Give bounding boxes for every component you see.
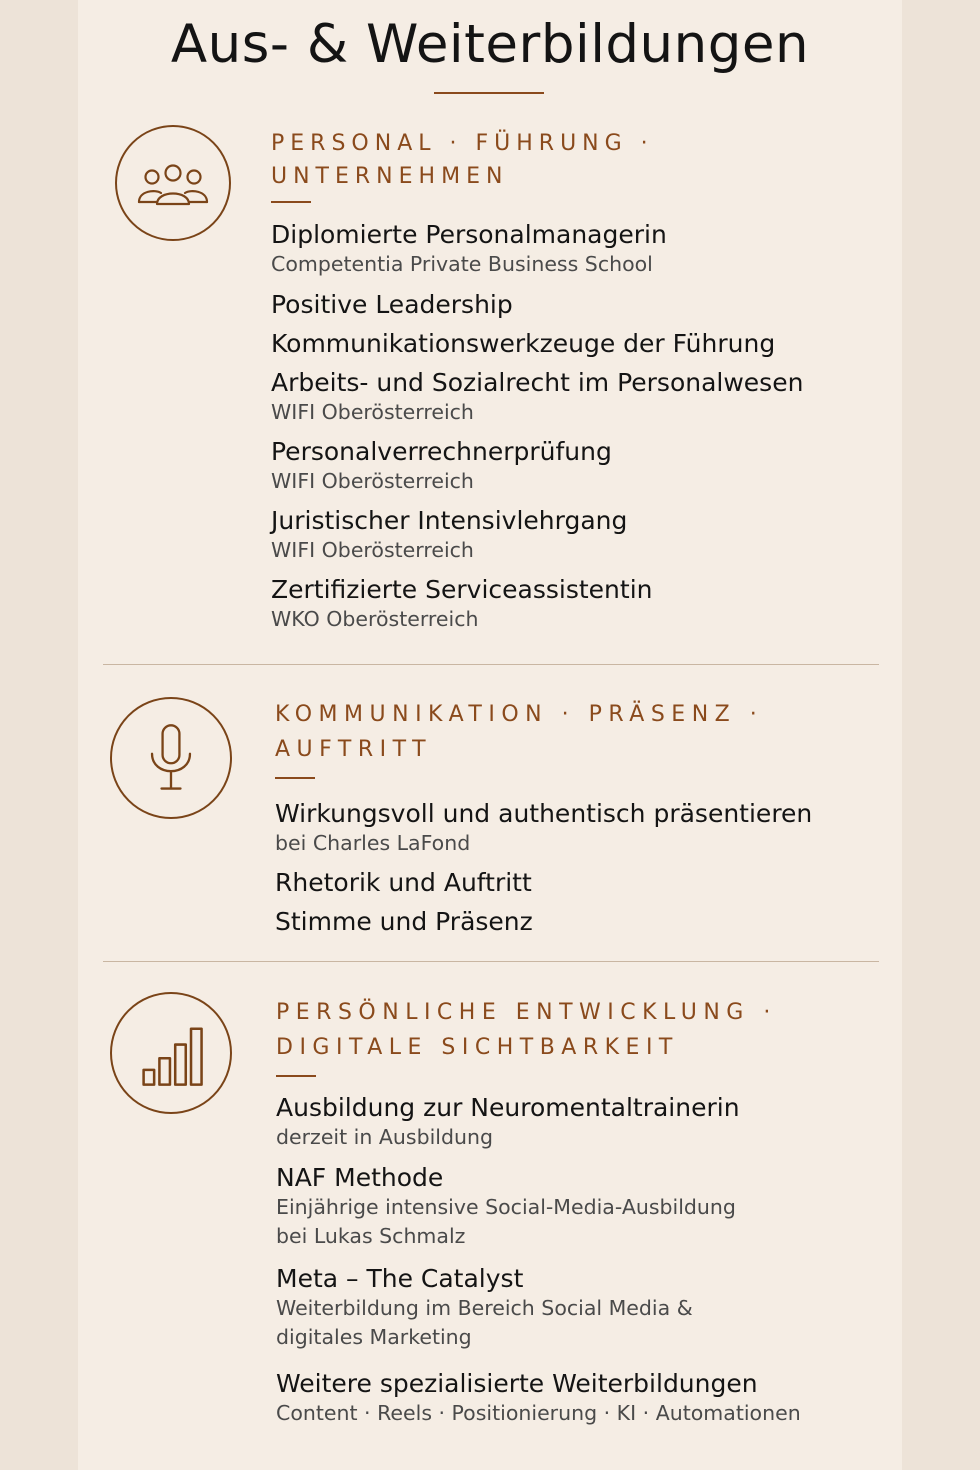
entry-title: Juristischer Intensivlehrgang <box>271 506 628 535</box>
entry-title: Meta – The Catalyst <box>276 1264 524 1293</box>
entry-subtitle: Content · Reels · Positionierung · KI · Automationen <box>276 1401 801 1425</box>
list-item <box>276 1263 801 1368</box>
entry-title: Positive Leadership <box>271 290 513 319</box>
entry-title: Kommunikationswerkzeuge der Führung <box>271 329 776 358</box>
list-item <box>275 867 812 906</box>
entry-list-personal <box>271 219 803 643</box>
list-item <box>275 798 812 867</box>
section-heading-personal <box>271 127 654 193</box>
entry-subtitle: WIFI Oberösterreich <box>271 538 474 562</box>
list-item <box>271 574 803 643</box>
entry-list-entwicklung <box>276 1092 801 1438</box>
section-heading-kommunikation <box>275 697 763 767</box>
list-item <box>271 436 803 505</box>
entry-subtitle: digitales Marketing <box>276 1325 472 1349</box>
entry-subtitle: bei Charles LaFond <box>275 831 471 855</box>
section-heading-entwicklung <box>276 995 777 1065</box>
heading-line: DIGITALE SICHTBARKEIT <box>276 1035 679 1060</box>
list-item <box>271 328 803 367</box>
list-item <box>276 1162 801 1263</box>
entry-title: Diplomierte Personalmanagerin <box>271 220 667 249</box>
list-item <box>275 906 812 945</box>
section-divider <box>103 664 879 665</box>
heading-line: KOMMUNIKATION · PRÄSENZ · <box>275 702 764 727</box>
entry-title: Rhetorik und Auftritt <box>275 868 532 897</box>
heading-line: UNTERNEHMEN <box>271 164 509 189</box>
entry-subtitle: WIFI Oberösterreich <box>271 469 474 493</box>
entry-list-kommunikation <box>275 798 812 945</box>
heading-line: PERSONAL · FÜHRUNG · <box>271 131 654 156</box>
list-item <box>271 219 803 289</box>
page-title: Aus- & Weiterbildungen <box>170 14 810 75</box>
list-item <box>276 1092 801 1162</box>
entry-subtitle: bei Lukas Schmalz <box>276 1224 466 1248</box>
entry-title: Ausbildung zur Neuromentaltrainerin <box>276 1093 740 1122</box>
entry-title: Personalverrechnerprüfung <box>271 437 612 466</box>
entry-subtitle: Einjährige intensive Social-Media-Ausbildung <box>276 1195 736 1219</box>
heading-rule <box>276 1075 316 1077</box>
entry-title: Arbeits- und Sozialrecht im Personalwesen <box>271 368 804 397</box>
heading-rule <box>275 777 315 779</box>
entry-subtitle: WIFI Oberösterreich <box>271 400 474 424</box>
section-divider <box>103 961 879 962</box>
people-group-icon <box>115 125 231 241</box>
heading-rule <box>271 201 311 203</box>
list-item <box>271 505 803 574</box>
entry-title: Weitere spezialisierte Weiterbildungen <box>276 1369 758 1398</box>
heading-line: AUFTRITT <box>275 737 433 762</box>
list-item <box>276 1368 801 1438</box>
entry-subtitle: Weiterbildung im Bereich Social Media & <box>276 1296 693 1320</box>
entry-subtitle: derzeit in Ausbildung <box>276 1125 493 1149</box>
list-item <box>271 289 803 328</box>
heading-line: PERSÖNLICHE ENTWICKLUNG · <box>276 1000 777 1025</box>
entry-subtitle: WKO Oberösterreich <box>271 607 479 631</box>
entry-subtitle: Competentia Private Business School <box>271 252 653 276</box>
entry-title: Zertifizierte Serviceassistentin <box>271 575 653 604</box>
entry-title: Wirkungsvoll und authentisch präsentieren <box>275 799 813 828</box>
bar-chart-growth-icon <box>110 992 232 1114</box>
entry-title: Stimme und Präsenz <box>275 907 533 936</box>
entry-title: NAF Methode <box>276 1163 444 1192</box>
title-underline <box>434 92 544 94</box>
list-item <box>271 367 803 436</box>
microphone-icon <box>110 697 232 819</box>
